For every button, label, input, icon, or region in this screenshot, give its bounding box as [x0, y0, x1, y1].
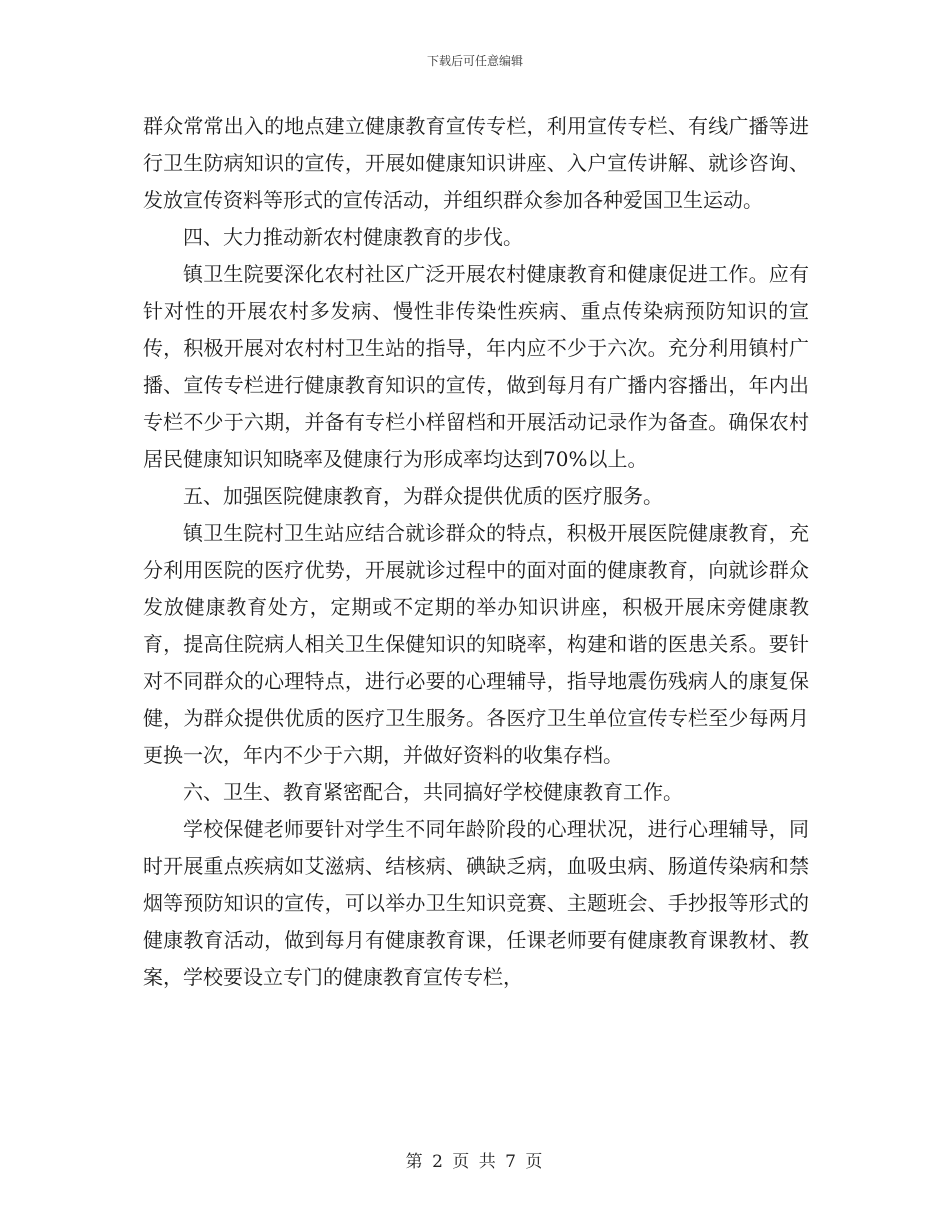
paragraph-3: 镇卫生院村卫生站应结合就诊群众的特点，积极开展医院健康教育，充分利用医院的医疗优势，开展就诊过程中的面对面的健康教育，向就诊群众发放健康教育处方，定期或不定期的举办知识讲座，积极开展床旁健康教育，提高住院病人相关卫生保健知识的知晓率，构建和谐的医患关系。要针对不同群众的心理特点，进行必要的心理辅导，指导地震伤残病人的康复保健，为群众提供优质的医疗卫生服务。各医疗卫生单位宣传专栏至少每两月更换一次，年内不少于六期，并做好资料的收集存档。	[143, 521, 809, 767]
header-note: 下载后可任意编辑	[426, 54, 523, 68]
paragraph-1: 群众常常出入的地点建立健康教育宣传专栏，利用宣传专栏、有线广播等进行卫生防病知识的宣传，开展如健康知识讲座、入户宣传讲解、就诊咨询、发放宣传资料等形式的宣传活动，并组织群众参加各种爱国卫生运动。	[143, 114, 809, 212]
paragraph-4: 学校保健老师要针对学生不同年龄阶段的心理状况，进行心理辅导，同时开展重点疾病如艾滋病、结核病、碘缺乏病，血吸虫病、肠道传染病和禁烟等预防知识的宣传，可以举办卫生知识竞赛、主题班会、手抄报等形式的健康教育活动，做到每月有健康教育课，任课老师要有健康教育课教材、教案，学校要设立专门的健康教育宣传专栏，	[143, 817, 809, 989]
section-heading-4: 四、大力推动新农村健康教育的步伐。	[183, 225, 523, 249]
paragraph-2: 镇卫生院要深化农村社区广泛开展农村健康教育和健康促进工作。应有针对性的开展农村多发病、慢性非传染性疾病、重点传染病预防知识的宣传，积极开展对农村村卫生站的指导，年内应不少于六次。充分利用镇村广播、宣传专栏进行健康教育知识的宣传，做到每月有广播内容播出，年内出专栏不少于六期，并备有专栏小样留档和开展活动记录作为备查。确保农村居民健康知识知晓率及健康行为形成率均达到70%以上。	[143, 262, 809, 471]
page-number: 第 2 页 共 7 页	[405, 1152, 545, 1172]
body-text	[143, 108, 809, 996]
section-heading-6: 六、卫生、教育紧密配合，共同搞好学校健康教育工作。	[183, 780, 683, 804]
section-heading-5: 五、加强医院健康教育，为群众提供优质的医疗服务。	[183, 484, 663, 508]
